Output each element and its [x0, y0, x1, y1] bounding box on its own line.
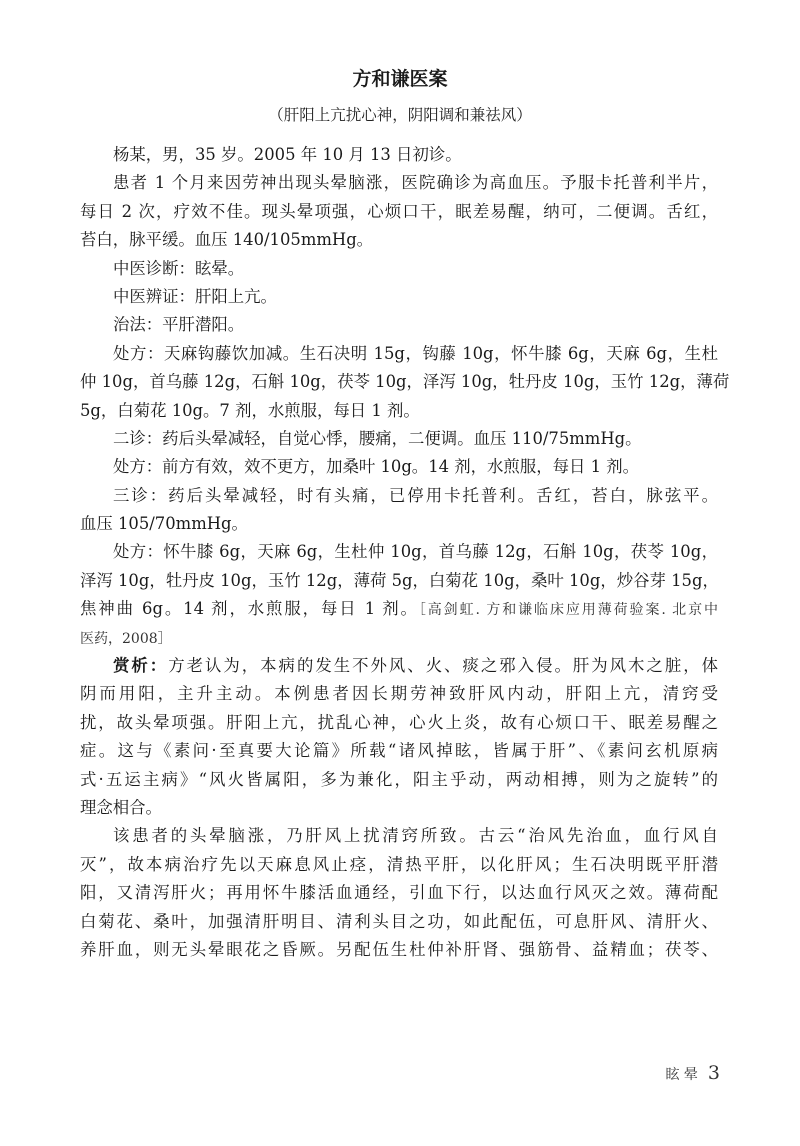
page-number: 3 [707, 1062, 720, 1084]
line-text: 处方：怀牛膝 6g，天麻 6g，生杜仲 10g，首乌藤 12g，石斛 10g，茯苓 10g， [113, 542, 718, 562]
paragraph [80, 283, 718, 311]
line-text: 阳，又清泻肝火；再用怀牛膝活血通经，引血下行，以达血行风灭之效。薄荷配 [80, 883, 718, 903]
line-text: 处方：前方有效，效不更方，加桑叶 10g。14 剂，水煎服，每日 1 剂。 [113, 457, 640, 477]
text-line [80, 340, 718, 368]
citation: ［高剑虹. 方和谦临床应用薄荷验案. 北京中 [418, 602, 718, 619]
text-line [80, 169, 718, 197]
text-line [80, 311, 718, 339]
line-text: 该患者的头晕脑涨，乃肝风上扰清窍所致。古云“治风先治血，血行风自 [113, 826, 718, 846]
line-text: 三诊：药后头晕减轻，时有头痛，已停用卡托普利。舌红，苔白，脉弦平。 [113, 485, 718, 505]
line-text: 方老认为，本病的发生不外风、火、痰之邪入侵。肝为风木之脏，体 [168, 656, 719, 676]
text-line [80, 226, 718, 254]
line-text: 泽泻 10g，牡丹皮 10g，玉竹 12g，薄荷 5g，白菊花 10g，桑叶 10g，炒谷芽 15g， [80, 570, 719, 590]
text-line [80, 851, 718, 879]
line-text: 中医辨证：肝阳上亢。 [113, 286, 277, 306]
text-line [80, 538, 718, 566]
text-line [80, 510, 718, 538]
line-text: 苔白，脉平缓。血压 140/105mmHg。 [80, 230, 374, 250]
paragraph [80, 169, 718, 254]
text-line [80, 794, 718, 822]
text-line [80, 255, 718, 283]
line-text: 二诊：药后头晕减轻，自觉心悸，腰痛，二便调。血压 110/75mmHg。 [113, 428, 642, 448]
section-label: 赏析： [113, 656, 169, 676]
paragraph [80, 425, 718, 453]
line-text: 症。这与《素问·至真要大论篇》所载“诸风掉眩，皆属于肝”、《素问玄机原病 [80, 741, 718, 761]
text-line [80, 141, 718, 169]
paragraph [80, 141, 718, 169]
line-text: 5g，白菊花 10g。7 剂，水煎服，每日 1 剂。 [80, 400, 420, 420]
text-line [80, 453, 718, 481]
line-text: 中医诊断：眩晕。 [113, 258, 245, 278]
text-line [80, 482, 718, 510]
line-text: 理念相合。 [80, 797, 162, 817]
text-line [80, 595, 718, 623]
line-text: 仲 10g，首乌藤 12g，石斛 10g，茯苓 10g，泽泻 10g，牡丹皮 10g，玉竹 12g，薄荷 [80, 372, 730, 392]
line-text: 处方：天麻钩藤饮加减。生石决明 15g，钩藤 10g，怀牛膝 6g，天麻 6g，生杜 [113, 343, 718, 363]
page-title: 方和谦医案 [352, 68, 448, 90]
text-line [80, 709, 718, 737]
text-line [80, 624, 718, 652]
text-line [80, 936, 718, 964]
text-line [80, 198, 718, 226]
line-text: 杨某，男，35 岁。2005 年 10 月 13 日初诊。 [113, 145, 462, 164]
text-line [80, 368, 730, 396]
text-line [80, 680, 718, 708]
text-line [80, 879, 718, 907]
page-footer [665, 1062, 720, 1084]
paragraph [80, 538, 718, 652]
paragraph [80, 482, 718, 539]
citation: 医药，2008］ [80, 630, 172, 647]
running-head: 眩 晕 [665, 1067, 698, 1083]
line-text: 治法：平肝潜阳。 [113, 315, 245, 335]
text-line [80, 567, 718, 595]
line-text: 患者 1 个月来因劳神出现头晕脑涨，医院确诊为高血压。予服卡托普利半片， [113, 173, 718, 193]
paragraph [80, 340, 730, 425]
paragraph [80, 453, 718, 481]
text-line [80, 908, 718, 936]
line-text: 焦神曲 6g。14 剂，水煎服，每日 1 剂。 [80, 599, 419, 619]
text-line [80, 425, 718, 453]
text-line [80, 283, 718, 311]
page-subtitle: （肝阳上亢扰心神，阴阳调和兼祛风） [268, 106, 532, 124]
text-line [80, 397, 718, 425]
paragraph [80, 652, 718, 822]
line-text: 血压 105/70mmHg。 [80, 514, 248, 534]
line-text: 每日 2 次，疗效不佳。现头晕项强，心烦口干，眠差易醒，纳可，二便调。舌红， [80, 201, 718, 221]
line-text: 养肝血，则无头晕眼花之昏厥。另配伍生杜仲补肝肾、强筋骨、益精血；茯苓、 [80, 939, 718, 959]
line-text: 白菊花、桑叶，加强清肝明目、清利头目之功，如此配伍，可息肝风、清肝火、 [80, 911, 718, 931]
line-text: 阴而用阳，主升主动。本例患者因长期劳神致肝风内动，肝阳上亢，清窍受 [80, 684, 718, 704]
body-text [80, 141, 730, 964]
text-line [80, 652, 718, 680]
paragraph [80, 311, 718, 339]
line-text: 灭”，故本病治疗先以天麻息风止痉，清热平肝，以化肝风；生石决明既平肝潜 [80, 854, 718, 874]
line-text: 式·五运主病》“风火皆属阳，多为兼化，阳主乎动，两动相搏，则为之旋转”的 [80, 769, 718, 789]
paragraph [80, 255, 718, 283]
paragraph [80, 822, 718, 964]
text-line [80, 737, 718, 765]
text-line [80, 822, 718, 850]
line-text: 扰，故头晕项强。肝阳上亢，扰乱心神，心火上炎，故有心烦口干、眠差易醒之 [80, 712, 718, 732]
text-line [80, 766, 718, 794]
